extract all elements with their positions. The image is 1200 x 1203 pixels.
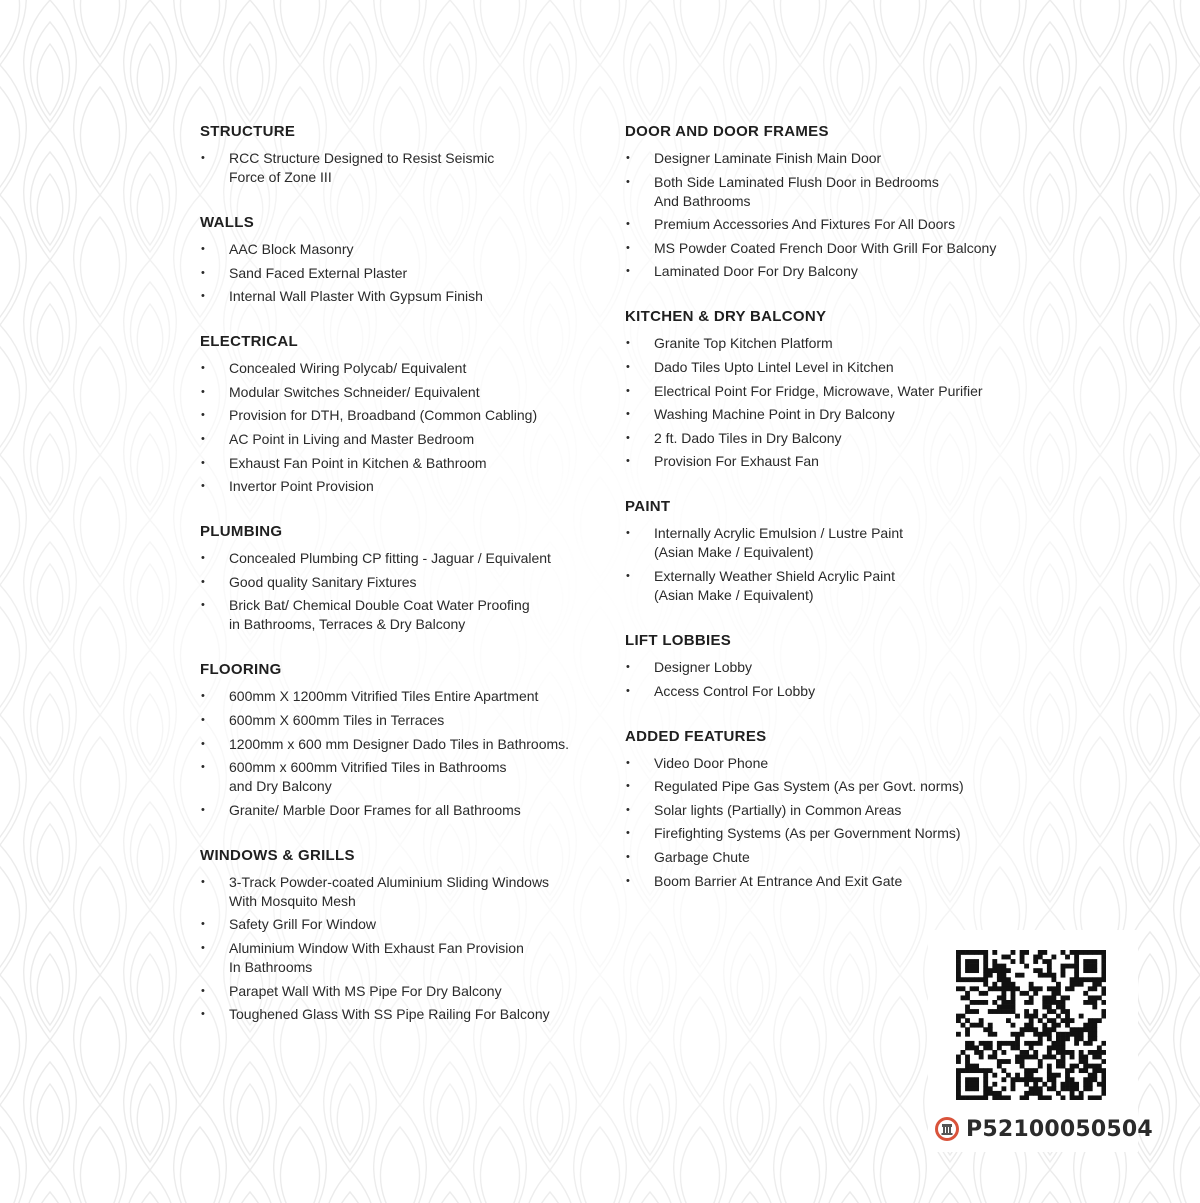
bullet-icon: • [626,827,630,840]
list-item-text: Electrical Point For Fridge, Microwave, Water Purifier [654,382,983,399]
maharera-seal-icon [934,1116,960,1142]
list-item [200,1005,620,1024]
list-item-text: Designer Laminate Finish Main Door [654,150,882,166]
list-item [200,982,620,1001]
bullet-icon: • [201,984,205,997]
list-item [200,359,620,378]
list-item-text: MS Powder Coated French Door With Grill For Balcony [654,239,997,256]
bullet-icon: • [201,575,205,588]
spec-section [200,660,620,819]
list-item [200,873,620,911]
rera-qr-panel [928,930,1153,1152]
section-heading: DOOR AND DOOR FRAMES [625,123,829,140]
bullet-icon: • [626,756,630,769]
list-item [625,405,1045,424]
list-item [200,711,620,730]
list-item [200,573,620,592]
spec-section [625,497,1045,605]
list-item-text: Designer Lobby [654,658,753,675]
list-item [625,215,1045,234]
list-item [625,848,1045,867]
list-item-text: Parapet Wall With MS Pipe For Dry Balcony [229,982,502,999]
list-item-text: Aluminium Window With Exhaust Fan Provision In Bathrooms [229,939,524,975]
bullet-icon: • [626,265,630,278]
list-item-text: 600mm X 600mm Tiles in Terraces [229,711,445,728]
list-item [200,149,620,187]
bullet-icon: • [626,152,630,164]
bullet-icon: • [201,290,205,303]
list-item [625,801,1045,820]
list-item [200,939,620,977]
list-item-text: Garbage Chute [654,848,750,865]
list-item [625,382,1045,401]
section-heading: LIFT LOBBIES [625,631,732,649]
section-heading: FLOORING [200,661,282,679]
right-spec-column [625,122,1045,917]
section-heading: ELECTRICAL [200,333,298,351]
bullet-icon: • [626,360,630,373]
bullet-icon: • [201,480,205,493]
bullet-icon: • [626,803,630,816]
list-item-text: Provision for DTH, Broadband (Common Cabling) [229,407,538,424]
bullet-icon: • [201,456,205,469]
bullet-icon: • [626,241,630,254]
bullet-icon: • [201,941,205,954]
section-heading: ADDED FEATURES [625,727,767,745]
list-item [625,429,1045,448]
list-item-text: Both Side Laminated Flush Door in Bedrooms And Bathrooms [654,173,939,209]
list-item-text: Dado Tiles Upto Lintel Level in Kitchen [654,358,894,375]
rera-number: P52100050504 [966,1116,1153,1142]
list-item [625,334,1045,353]
list-item-text: 1200mm x 600 mm Designer Dado Tiles in Bathrooms. [229,735,570,752]
list-item-text: Exhaust Fan Point in Kitchen & Bathroom [229,454,487,471]
bullet-icon: • [201,690,205,703]
spec-section [200,213,620,306]
list-item-text: Concealed Plumbing CP fitting - Jaguar / Equivalent [229,550,551,567]
bullet-icon: • [626,175,630,188]
list-item [200,758,620,796]
list-item [625,872,1045,891]
spec-section [200,846,620,1024]
list-item [625,777,1045,796]
bullet-icon: • [201,362,205,375]
bullet-icon: • [626,384,630,397]
list-item [200,596,620,634]
list-item-text: Premium Accessories And Fixtures For All Doors [654,216,956,233]
bullet-icon: • [626,874,630,887]
list-item-text: Video Door Phone [654,754,769,771]
bullet-icon: • [626,408,630,421]
list-item [625,682,1045,701]
list-item-text: Internal Wall Plaster With Gypsum Finish [229,288,483,305]
list-item-text: 600mm x 600mm Vitrified Tiles in Bathrooms and Dry Balcony [229,759,507,795]
bullet-icon: • [626,684,630,697]
list-item-text: Granite/ Marble Door Frames for all Bathrooms [229,801,521,818]
list-item-text: Toughened Glass With SS Pipe Railing For Balcony [229,1006,550,1023]
qr-code-icon[interactable] [956,950,1106,1100]
list-item-text: 2 ft. Dado Tiles in Dry Balcony [654,429,842,446]
list-item [200,454,620,473]
bullet-icon: • [201,713,205,726]
bullet-icon: • [626,431,630,444]
bullet-icon: • [201,152,205,164]
bullet-icon: • [626,527,630,540]
list-item [200,287,620,306]
bullet-icon: • [626,850,630,863]
spec-section [200,122,620,187]
spec-section [625,631,1045,701]
list-item [200,477,620,496]
bullet-icon: • [201,761,205,774]
bullet-icon: • [201,803,205,816]
spec-section [625,122,1045,281]
bullet-icon: • [201,432,205,445]
list-item [625,567,1045,605]
bullet-icon: • [201,552,205,565]
bullet-icon: • [201,266,205,279]
section-heading: WINDOWS & GRILLS [200,846,355,864]
bullet-icon: • [201,918,205,931]
list-item-text: Safety Grill For Window [229,916,377,933]
list-item-text: 600mm X 1200mm Vitrified Tiles Entire Apartment [229,688,539,705]
section-heading: PLUMBING [200,523,283,541]
section-heading: PAINT [625,498,671,516]
list-item-text: RCC Structure Designed to Resist Seismic Force of Zone III [229,150,495,185]
list-item-text: Provision For Exhaust Fan [654,453,819,470]
bullet-icon: • [201,409,205,422]
list-item-text: Granite Top Kitchen Platform [654,335,833,352]
bullet-icon: • [626,218,630,231]
list-item-text: Access Control For Lobby [654,682,816,699]
list-item-text: AAC Block Masonry [229,241,354,257]
bullet-icon: • [201,737,205,750]
list-item [200,430,620,449]
list-item [200,687,620,706]
list-item [625,262,1045,281]
spec-section [625,727,1045,891]
list-item [625,824,1045,843]
bullet-icon: • [626,455,630,468]
list-item [200,264,620,283]
bullet-icon: • [201,243,205,255]
list-item-text: Good quality Sanitary Fixtures [229,573,417,590]
list-item-text: Externally Weather Shield Acrylic Paint (Asian Make / Equivalent) [654,567,895,603]
spec-section [200,332,620,496]
list-item-text: Solar lights (Partially) in Common Areas [654,801,902,818]
list-item-text: AC Point in Living and Master Bedroom [229,430,475,447]
spec-section [200,522,620,634]
list-item [625,754,1045,773]
list-item-text: Firefighting Systems (As per Government Norms) [654,825,961,842]
bullet-icon: • [201,1008,205,1021]
list-item-text: Sand Faced External Plaster [229,264,408,281]
rera-registration [934,1116,1153,1142]
bullet-icon: • [626,780,630,793]
list-item-text: Boom Barrier At Entrance And Exit Gate [654,872,903,889]
list-item-text: Invertor Point Provision [229,478,374,495]
list-item [200,549,620,568]
list-item-text: Brick Bat/ Chemical Double Coat Water Proofing in Bathrooms, Terraces & Dry Balcony [229,597,530,633]
list-item-text: Modular Switches Schneider/ Equivalent [229,383,480,400]
list-item [200,240,620,259]
bullet-icon: • [201,875,205,888]
list-item [625,524,1045,562]
list-item-text: 3-Track Powder-coated Aluminium Sliding Windows With Mosquito Mesh [229,873,550,909]
section-heading: WALLS [200,214,254,231]
section-heading: STRUCTURE [200,123,296,140]
list-item [625,358,1045,377]
bullet-icon: • [201,599,205,612]
list-item [625,173,1045,211]
list-item [200,915,620,934]
bullet-icon: • [201,385,205,398]
list-item-text: Internally Acrylic Emulsion / Lustre Paint (Asian Make / Equivalent) [654,525,903,561]
list-item [200,383,620,402]
spec-section [625,307,1045,471]
bullet-icon: • [626,337,630,350]
list-item [625,452,1045,471]
list-item-text: Washing Machine Point in Dry Balcony [654,406,895,423]
list-item-text: Laminated Door For Dry Balcony [654,263,858,280]
bullet-icon: • [626,660,630,673]
list-item [625,239,1045,258]
left-spec-column [200,122,620,1050]
bullet-icon: • [626,569,630,582]
section-heading: KITCHEN & DRY BALCONY [625,308,827,326]
list-item [200,735,620,754]
list-item [625,658,1045,677]
list-item-text: Concealed Wiring Polycab/ Equivalent [229,360,467,377]
list-item [200,801,620,820]
list-item-text: Regulated Pipe Gas System (As per Govt. norms) [654,778,964,795]
list-item [200,406,620,425]
list-item [625,149,1045,168]
